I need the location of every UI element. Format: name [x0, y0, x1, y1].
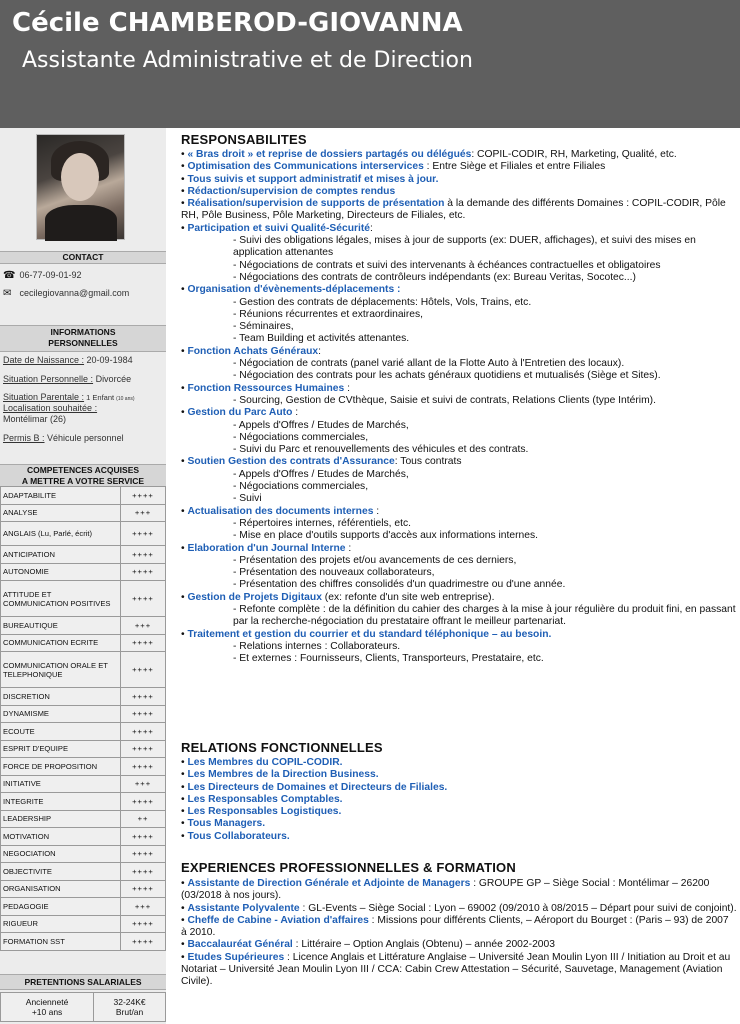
competence-row — [1, 546, 166, 564]
competence-level: ++ — [121, 810, 166, 828]
relation-item: • Les Responsables Logistiques. — [181, 806, 342, 818]
competence-row — [1, 828, 166, 846]
seniority-cell: Ancienneté +10 ans — [1, 993, 94, 1022]
competence-row — [1, 810, 166, 828]
competence-level: ++++ — [121, 758, 166, 776]
experiences-title: EXPERIENCES PROFESSIONNELLES & FORMATION — [181, 860, 516, 875]
competence-name: ORGANISATION — [1, 880, 121, 898]
competence-row — [1, 487, 166, 505]
competence-name: MOTIVATION — [1, 828, 121, 846]
competence-name: FORMATION SST — [1, 933, 121, 951]
competence-row — [1, 617, 166, 635]
relation-item: • Les Responsables Comptables. — [181, 793, 343, 805]
competence-row — [1, 793, 166, 811]
competence-row — [1, 880, 166, 898]
relation-item: • Tous Collaborateurs. — [181, 830, 290, 842]
relation-item: • Les Membres du COPIL-CODIR. — [181, 757, 343, 768]
competence-row — [1, 705, 166, 723]
phone-value: 06-77-09-01-92 — [19, 270, 82, 280]
competence-level: ++++ — [121, 522, 166, 546]
competence-name: ADAPTABILITE — [1, 487, 121, 505]
location-value: Montélimar (26) — [3, 414, 67, 424]
competence-row — [1, 688, 166, 706]
competence-name: ECOUTE — [1, 723, 121, 741]
envelope-icon: ✉ — [3, 288, 12, 299]
birth-date: Date de Naissance : 20-09-1984 — [3, 355, 133, 365]
competence-name: ATTITUDE ET COMMUNICATION POSITIVES — [1, 581, 121, 617]
relation-item: • Les Directeurs de Domaines et Directeurs de Filiales. — [181, 781, 448, 793]
competence-level: ++++ — [121, 793, 166, 811]
competence-row — [1, 652, 166, 688]
competence-name: COMMUNICATION ORALE ET TELEPHONIQUE — [1, 652, 121, 688]
salary-cell: 32-24K€ Brut/an — [94, 993, 166, 1022]
competence-name: INTEGRITE — [1, 793, 121, 811]
relation-item: • Tous Managers. — [181, 818, 266, 830]
competence-row — [1, 723, 166, 741]
competence-level: ++++ — [121, 740, 166, 758]
competence-name: LEADERSHIP — [1, 810, 121, 828]
competence-row — [1, 563, 166, 581]
competence-name: ANALYSE — [1, 504, 121, 522]
competences-title: COMPETENCES ACQUISES A METTRE A VOTRE SERVICE — [0, 464, 166, 488]
competence-row — [1, 522, 166, 546]
competence-name: NEGOCIATION — [1, 845, 121, 863]
contact-title: CONTACT — [0, 251, 166, 264]
responsabilites-list: • « Bras droit » et reprise de dossiers partagés ou délégués: COPIL-CODIR, RH, Marketing, Qualité, etc. • Optimisation des Communications interservices : Entre Siège et Filiales et entre Filiales • Tous suivis et support administratif et mises à jour. • Rédaction/supervision de comptes rendus • Réalisation/supervision de supports de présentation à la demande des différents Domaines : COPIL-CODIR, Pôle RH, Pôle Business, Pôle Marketing, Directeurs de Filiales, etc. • Participation et suivi Qualité-Sécurité: - Suivi des obligations légales, mises à jour de supports (ex: DUER, affichages), et suivi des mises en application attenantes - Négociations de contrats et suivi des intervenants à échéances contractuelles et obligatoires - Négociations des contrats de contrôleurs indépendants (ex: Bureau Veritas, Socotec...) • Organisation d'évènements-déplacements : - Gestion des contrats de déplacements: Hôtels, Vols, Trains, etc. - Réunions récurrentes et extraordinaires, - Séminaires, - Team Building et activités attenantes. • Fonction Achats Généraux: - Négociation de contrats (panel varié allant de la Flotte Auto à l'Entretien des locaux). - Négociation des contrats pour les achats généraux quotidiens et mutualisés (Siège et Sites). • Fonction Ressources Humaines : - Sourcing, Gestion de CVthèque, Saisie et suivi de contrats, Relations Clients (type Intérim). • Gestion du Parc Auto : - Appels d'Offres / Etudes de Marchés, - Négociations commerciales, - Suivi du Parc et renouvellements des véhicules et des contrats. • Soutien Gestion des contrats d'Assurance: Tous contrats - Appels d'Offres / Etudes de Marchés, - Négociations commerciales, - Suivi • Actualisation des documents internes : - Répertoires internes, référentiels, etc. - Mise en place d'outils supports d'accès aux informations internes. • Elaboration d'un Journal Interne : - Présentation des projets et/ou avancements de ces derniers, - Présentation des nouveaux collaborateurs, - Présentation des chiffres consolidés d'un quadrimestre ou d'une année. • Gestion de Projets Digitaux (ex: refonte d'un site web entreprise). - Refonte complète : de la définition du cahier des charges à la mise à jour régulière du produit fini, en passant par la recherche-négociation du prestataire offrant le meilleur partenariat. • Traitement et gestion du courrier et du standard téléphonique – au besoin. - Relations internes : Collaborateurs. - Et externes : Fournisseurs, Clients, Transporteurs, Prestataire, etc. — [181, 149, 736, 665]
pretentions-title: PRETENTIONS SALARIALES — [0, 974, 166, 990]
competence-row — [1, 898, 166, 916]
competence-level: +++ — [121, 898, 166, 916]
competence-level: +++ — [121, 617, 166, 635]
phone-icon: ☎ — [3, 270, 16, 281]
competence-row — [1, 740, 166, 758]
competence-level: ++++ — [121, 933, 166, 951]
competence-level: ++++ — [121, 863, 166, 881]
competences-table — [0, 486, 166, 951]
competence-name: INITIATIVE — [1, 775, 121, 793]
competence-name: ANGLAIS (Lu, Parlé, écrit) — [1, 522, 121, 546]
competence-level: ++++ — [121, 487, 166, 505]
relation-item: • Les Membres de la Direction Business. — [181, 769, 379, 781]
competence-level: ++++ — [121, 652, 166, 688]
competence-name: DISCRETION — [1, 688, 121, 706]
competence-level: ++++ — [121, 563, 166, 581]
contact-phone — [3, 270, 82, 281]
profile-photo — [36, 134, 125, 240]
infos-title: INFORMATIONS PERSONNELLES — [0, 325, 166, 352]
competence-level: ++++ — [121, 546, 166, 564]
competence-name: OBJECTIVITE — [1, 863, 121, 881]
competence-name: COMMUNICATION ECRITE — [1, 634, 121, 652]
location-label: Localisation souhaitée : — [3, 403, 98, 413]
contact-email — [3, 288, 129, 299]
candidate-role: Assistante Administrative et de Direction — [22, 48, 473, 73]
relations-list — [181, 757, 737, 843]
experiences-list: • Assistante de Direction Générale et Adjointe de Managers : GROUPE GP – Siège Social : Montélimar – 26200 (03/2018 à nos jours). • Assistante Polyvalente : GL-Events – Siège Social : Lyon – 69002 (09/2010 à 08/2015 – Départ pour suivi de conjoint). • Cheffe de Cabine - Aviation d'affaires : Missions pour différents Clients, – Aéroport du Bourget : (Paris – 93) de 2007 à 2010. • Baccalauréat Général : Littéraire – Option Anglais (Obtenu) – année 2002-2003 • Etudes Supérieures : Licence Anglais et Littérature Anglaise – Université Jean Moulin Lyon III / Initiation au Droit et au Notariat – Université Jean Moulin Lyon III / CCA: Cabin Crew Attestation – Sécurité, Sauvetage, Management (Aviation Civile). — [181, 878, 737, 988]
header-banner — [0, 0, 740, 128]
competence-level: ++++ — [121, 688, 166, 706]
competence-row — [1, 775, 166, 793]
competence-row — [1, 634, 166, 652]
competence-name: ANTICIPATION — [1, 546, 121, 564]
competence-level: +++ — [121, 504, 166, 522]
competence-row — [1, 581, 166, 617]
competence-level: ++++ — [121, 845, 166, 863]
competence-level: ++++ — [121, 880, 166, 898]
competence-level: ++++ — [121, 723, 166, 741]
competence-row — [1, 504, 166, 522]
competence-name: BUREAUTIQUE — [1, 617, 121, 635]
pretentions-table — [0, 992, 166, 1022]
competence-level: +++ — [121, 775, 166, 793]
competence-name: AUTONOMIE — [1, 563, 121, 581]
competence-row — [1, 933, 166, 951]
candidate-name: Cécile CHAMBEROD-GIOVANNA — [12, 8, 463, 38]
competence-level: ++++ — [121, 915, 166, 933]
competence-level: ++++ — [121, 828, 166, 846]
competence-level: ++++ — [121, 581, 166, 617]
email-value: cecilegiovanna@gmail.com — [19, 288, 130, 298]
competence-level: ++++ — [121, 705, 166, 723]
personal-situation: Situation Personnelle : Divorcée — [3, 374, 132, 384]
competence-row — [1, 845, 166, 863]
competence-name: ESPRIT D'EQUIPE — [1, 740, 121, 758]
competence-name: FORCE DE PROPOSITION — [1, 758, 121, 776]
parental-situation: Situation Parentale : 1 Enfant (10 ans) — [3, 392, 135, 402]
competence-name: PEDAGOGIE — [1, 898, 121, 916]
competence-name: DYNAMISME — [1, 705, 121, 723]
competence-row — [1, 758, 166, 776]
competence-name: RIGUEUR — [1, 915, 121, 933]
responsabilites-title: RESPONSABILITES — [181, 132, 307, 147]
competence-row — [1, 915, 166, 933]
competence-row — [1, 863, 166, 881]
driving-permit: Permis B : Véhicule personnel — [3, 433, 124, 443]
relations-title: RELATIONS FONCTIONNELLES — [181, 740, 383, 755]
competence-level: ++++ — [121, 634, 166, 652]
